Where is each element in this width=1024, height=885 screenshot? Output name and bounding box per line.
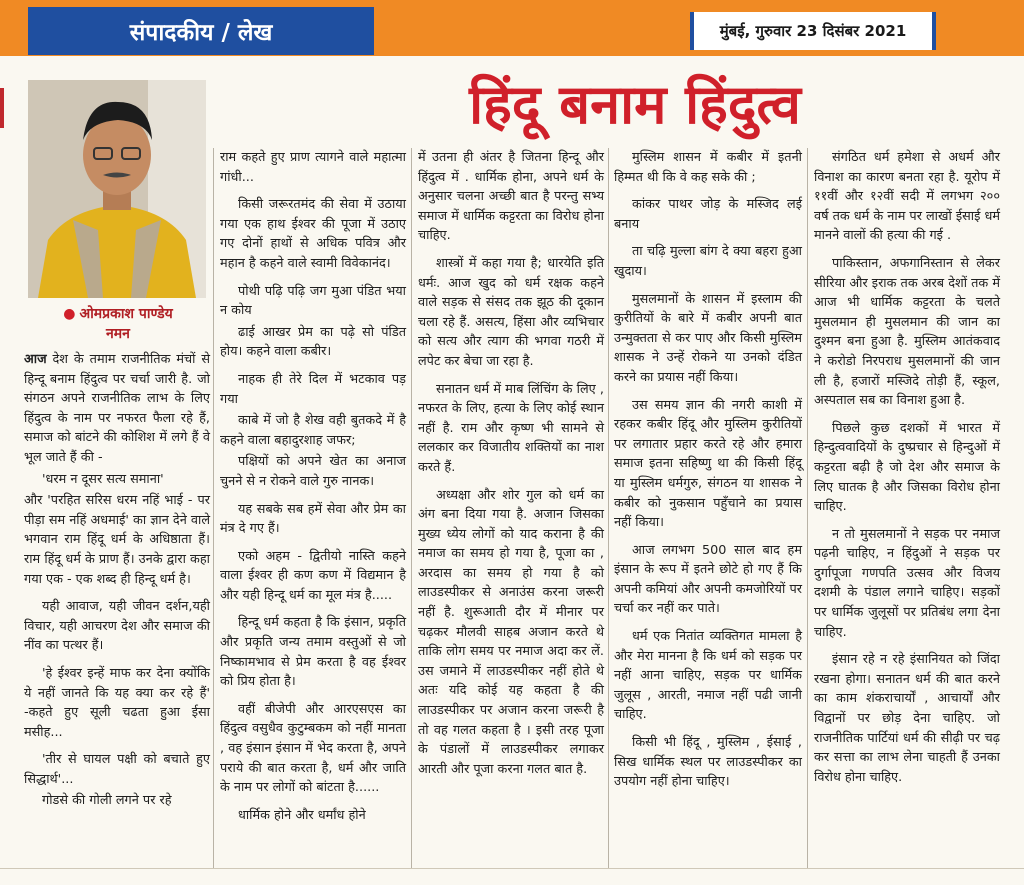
paragraph: वहीं बीजेपी और आरएसएस का हिंदुत्व वसुधैव कुटुम्बकम को नहीं मानता , वह इंसान इंसान में भेद करता है, अपने पराये की बात करता है, धर्म और जाति के नाम पर लोगों को बांटता है...... — [220, 701, 406, 796]
article-column-5 — [814, 148, 1000, 789]
paragraph: न तो मुसलमानों ने सड़क पर नमाज पढ़नी चाहिए, न हिंदुओं ने सड़क पर दुर्गापूजा गणपति उत्सव और विजय दशमी के पंडाल लगाने चाहिए। सड़कों पर धार्मिक जुलूसों पर प्रतिबंध लगा देना चाहिए. — [814, 526, 1000, 640]
article-column-2 — [220, 148, 406, 827]
paragraph: में उतना ही अंतर है जितना हिन्दू और हिंदुत्व में . धार्मिक होना, अपने धर्म के अनुसार चलना अच्छी बात है परन्तु सभ्य समाज में धार्मिक कट्टरता का विरोध होना चाहिए. — [418, 150, 604, 244]
column-divider — [411, 148, 412, 868]
section-title: संपादकीय / लेख — [28, 7, 374, 55]
paragraph: पाकिस्तान, अफगानिस्तान से लेकर सीरिया और इराक तक अरब देशों तक में आज भी धार्मिक कट्टरता के चलते मुसलमान ही मुसलमान की जान का दुश्मन बना हुआ है. मुस्लिम आतंकवाद ने करोडो निरपराध मुसलमानों की जान ली है, हजारों मस्जिदे तोड़ी हैं, स्कूल, अस्पताल सब का विनाश हुआ है. — [814, 255, 1000, 409]
article-headline: हिंदू बनाम हिंदुत्व — [469, 73, 801, 136]
paragraph: राम कहते हुए प्राण त्यागने वाले महात्मा गांधी... — [220, 150, 406, 185]
paragraph: और 'परहित सरिस धरम नहिं भाई - पर पीड़ा सम नहिं अधमाई' का ज्ञान देने वाले भगवान राम हिंदू धर्म के अधिष्ठाता हैं। राम हिंदू धर्म के प्राण हैं। उनके द्वारा कहा गया एक - एक शब्द ही हिन्दू धर्म है। — [24, 493, 210, 587]
paragraph: शास्त्रों में कहा गया है; धारयेति इति धर्मः. आज खुद को धर्म रक्षक कहने वाले सड़क से संसद तक झूठ की दूकान चला रहे हैं. असत्य, हिंसा और व्यभिचार को सत्य और त्याग की भगवा गठरी में लपेट कर बेचा जा रहा है. — [418, 255, 604, 369]
author-portrait-image — [28, 80, 206, 298]
column-divider — [807, 148, 808, 868]
lead-word: आज — [24, 352, 47, 367]
paragraph: मुस्लिम शासन में कबीर में इतनी हिम्मत थी कि वे कह सके की ; — [614, 150, 802, 185]
paragraph: 'तीर से घायल पक्षी को बचाते हुए सिद्धार्थ'... — [24, 752, 210, 787]
paragraph: मुसलमानों के शासन में इस्लाम की कुरीतियों के बारे में कबीर अपनी बात उन्मुक्तता से कर पाए और किसी मुस्लिम शासक ने उन्हें रोकने या उनको दंडित करने का प्रयास नहीं किया। — [614, 291, 802, 385]
paragraph: ढाई आखर प्रेम का पढ़े सो पंडित होय। कहने वाला कबीर। — [220, 324, 406, 360]
article-column-3 — [418, 148, 604, 781]
page-bottom-edge — [0, 868, 1024, 885]
column-divider — [213, 148, 214, 868]
paragraph-text: देश के तमाम राजनीतिक मंचों से हिन्दू बनाम हिंदुत्व पर चर्चा जारी है. जो संगठन अपने राजनीतिक लाभ के लिए हिंदुत्व के नाम पर नफरत फैला रहे हैं, समाज को बांटने की कोशिश में लगे हैं वे भूल जाते हैं की - — [24, 352, 210, 465]
paragraph: कांकर पाथर जोड़ के मस्जिद लई बनाय — [614, 197, 802, 232]
page-header — [0, 0, 1024, 56]
paragraph: धर्म एक नितांत व्यक्तिगत मामला है और मेरा मानना है कि धर्म को सड़क पर नहीं आना चाहिए, सड़क पर धार्मिक जुलूस , आरती, नमाज नहीं पढी जानी चाहिए. — [614, 629, 802, 723]
paragraph: पोथी पढ़ि पढ़ि जग मुआ पंडित भया न कोय — [220, 283, 406, 319]
paragraph: आज लगभग 500 साल बाद हम इंसान के रूप में इतने छोटे हो गए हैं कि अपनी कमियां और अपनी कमजोरियों पर चर्चा कर नहीं कर पाते। — [614, 542, 802, 617]
paragraph: हिन्दू धर्म कहता है कि इंसान, प्रकृति और प्रकृति जन्य तमाम वस्तुओं से जो निष्कामभाव से प्रेम करता है वह ईश्वर को प्रिय होता है। — [220, 615, 406, 690]
paragraph: गोडसे की गोली लगने पर रहे — [42, 793, 172, 809]
paragraph: किसी भी हिंदू , मुस्लिम , ईसाई , सिख धार्मिक स्थल पर लाउडस्पीकर का उपयोग नहीं होना चाहिए। — [614, 735, 802, 790]
dateline: मुंबई, गुरुवार 23 दिसंबर 2021 — [690, 12, 936, 50]
author-byline — [28, 304, 208, 344]
author-surname: नमन — [106, 326, 130, 342]
paragraph: संगठित धर्म हमेशा से अधर्म और विनाश का कारण बनता रहा है. यूरोप में ११वीं और १२वीं सदी में लगभग २०० वर्ष तक धर्म के नाम पर लाखों ईसाई धर्म मानने वालों की हत्या की गई . — [814, 150, 1000, 244]
article-column-1 — [24, 350, 210, 813]
paragraph: किसी जरूरतमंद की सेवा में उठाया गया एक हाथ ईश्वर की पूजा में उठाए गए दोनों हाथों से अधिक पवित्र और महान है कहने वाले स्वामी विवेकानंद। — [220, 197, 406, 271]
paragraph: पक्षियों को अपने खेत का अनाज चुनने से न रोकने वाले गुरु नानक। — [220, 454, 406, 489]
paragraph: 'धरम न दूसर सत्य समाना' — [42, 471, 164, 487]
paragraph: उस समय ज्ञान की नगरी काशी में रहकर कबीर हिंदू और मुस्लिम कुरीतियों पर लगातार प्रहार करते रहे और हमारा समाज इतना सहिष्णु था की किसी हिंदू या मुस्लिम धर्मगुरु, संगठन या शासक ने कबीर को नुकसान पहुँचाने का प्रयास नहीं किया। — [614, 397, 802, 531]
paragraph: काबे में जो है शेख वही बुतकदे में है कहने वाला बहादुरशाह जफर; — [220, 413, 406, 448]
paragraph: ता चढ़ि मुल्ला बांग दे क्या बहरा हुआ खुदाय। — [614, 244, 802, 279]
column-divider — [608, 148, 609, 868]
paragraph: धार्मिक होने और धर्मांध होने — [238, 807, 366, 823]
bullet-icon: ● — [63, 306, 76, 322]
paragraph: सनातन धर्म में माब लिंचिंग के लिए , नफरत के लिए, हत्या के लिए कोई स्थान नहीं है. राम और कृष्ण भी सामने से ललकार कर विजातीय शक्तियों का नाश करते हैं. — [418, 381, 604, 475]
paragraph: अध्यक्षा और शोर गुल को धर्म का अंग बना दिया गया है. अजान जिसका मुख्य ध्येय लोगों को याद कराना है की नमाज का समय हो गया है, पूजा का , अरदास का समय हो गया है को लाउडस्पीकर से अनाउंस करना जरूरी नहीं है. शुरूआती दौर में मीनार पर चढ़कर मौलवी साहब अजान करते थे ताकि लोग समय पर नमाज अदा कर लें. उस जमाने में लाउडस्पीकर नहीं होते थे अतः यदि कोई यह कहता है की लाउडस्पीकर पर अजान करना जरूरी है तो वह गलत कहता है । इसी तरह पूजा के पंडालों में लाउडस्पीकर लगाकर आरती और पूजा करना गलत बात है. — [418, 487, 604, 777]
paragraph: यही आवाज, यही जीवन दर्शन,यही विचार, यही आचरण देश और समाज की नींव का पत्थर हैं। — [24, 599, 210, 654]
author-photo — [28, 80, 206, 298]
paragraph: नाहक ही तेरे दिल में भटकाव पड़ गया — [220, 371, 406, 407]
paragraph — [24, 350, 210, 468]
paragraph: पिछले कुछ दशकों में भारत में हिन्दुत्ववादियों के दुष्प्रचार से हिन्दुओं में कट्टरता बढ़ी है जो देश और समाज के लिए घातक है और जिसका विरोध होना चाहिए. — [814, 420, 1000, 515]
paragraph: एको अहम - द्वितीयो नास्ति कहने वाला ईश्वर ही कण कण में विद्यमान है और यही हिन्दू धर्म का मूल मंत्र है..... — [220, 548, 406, 603]
margin-rule — [0, 88, 4, 128]
paragraph: इंसान रहे न रहे इंसानियत को जिंदा रखना होगा। सनातन धर्म की बात करने का काम शंकराचार्यों , आचार्यों और विद्वानों पर छोड़ देना चाहिए. जो राजनीतिक पार्टियां धर्म की सीढ़ी पर चढ़ कर सत्ता का लाभ लेना चाहती हैं उनका विरोध होना चाहिए. — [814, 652, 1000, 785]
article-column-4 — [614, 148, 802, 794]
author-name: ओमप्रकाश पाण्डेय — [79, 306, 173, 322]
paragraph: 'हे ईश्वर इन्हें माफ कर देना क्योंकि ये नहीं जानते कि यह क्या कर रहे हैं' -कहते हुए सूली चढता हुआ ईसा मसीह... — [24, 665, 210, 740]
paragraph: यह सबके सब हमें सेवा और प्रेम का मंत्र दे गए हैं। — [220, 501, 406, 537]
